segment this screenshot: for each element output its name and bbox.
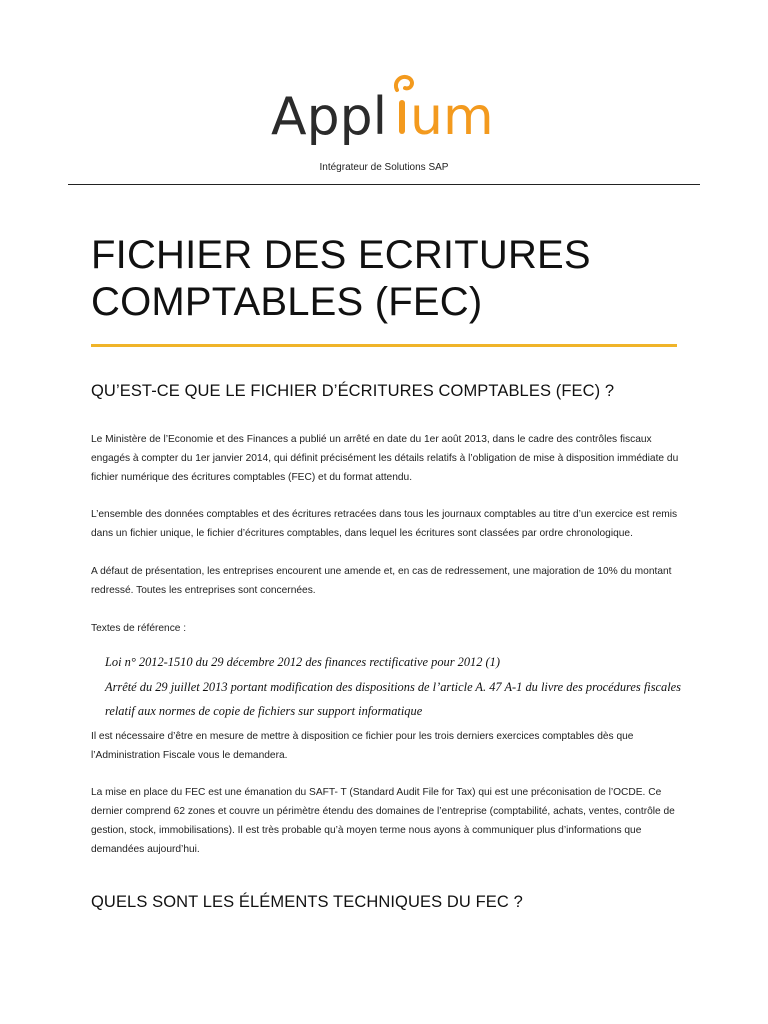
document-title-line-2: COMPTABLES (FEC) bbox=[91, 280, 483, 324]
logo-text-dark: Appl bbox=[271, 87, 388, 147]
reference-item: Loi n° 2012-1510 du 29 décembre 2012 des finances rectificative pour 2012 (1) bbox=[105, 655, 500, 670]
logo-text-orange: um bbox=[410, 87, 494, 147]
applium-logo bbox=[269, 70, 499, 154]
document-title-line-1: FICHIER DES ECRITURES bbox=[91, 233, 591, 277]
paragraph-3: A défaut de présentation, les entreprises encourent une amende et, en cas de redressement, une majoration de 10% du montant redressé. Toutes les entreprises sont concernées. bbox=[91, 565, 672, 596]
logo-i-stem bbox=[399, 100, 405, 134]
references-label: Textes de référence : bbox=[91, 622, 187, 634]
tagline: Intégrateur de Solutions SAP bbox=[319, 162, 449, 173]
header bbox=[0, 70, 768, 154]
reference-item: Arrêté du 29 juillet 2013 portant modification des dispositions de l’article A. 47 A-1 du livre des procédures fiscales relatif aux normes de copie de fichiers sur support informatique bbox=[105, 679, 681, 719]
paragraph-4: Il est nécessaire d’être en mesure de mettre à disposition ce fichier pour les trois derniers exercices comptables dès que l’Administration Fiscale vous le demandera. bbox=[91, 730, 634, 761]
paragraph-1: Le Ministère de l’Economie et des Finances a publié un arrêté en date du 1er août 2013, dans le cadre des contrôles fiscaux engagés à compter du 1er janvier 2014, qui définit précisément les détails relatifs à l’obligation de mise à disposition immédiate du fichier numérique des écritures comptables (FEC) et du format attendu. bbox=[91, 434, 679, 483]
paragraph-2: L’ensemble des données comptables et des écritures retracées dans tous les journaux comptables au titre d’un exercice est remis dans un fichier unique, le fichier d’écritures comptables, dans lequel les écritures sont classées par ordre chronologique. bbox=[91, 509, 678, 540]
document-body bbox=[91, 232, 681, 912]
references-list bbox=[91, 650, 681, 724]
paragraph-5: La mise en place du FEC est une émanation du SAFT- T (Standard Audit File for Tax) qui est une préconisation de l’OCDE. Ce dernier comprend 62 zones et couvre un périmètre étendu des domaines de l’entreprise (comptabilité, achats, ventes, contrôle de gestion, stock, immobilisations). Il est très probable qu’à moyen terme nous ayons à communiquer plus d’informations que demandées aujourd’hui. bbox=[91, 787, 675, 855]
title-divider bbox=[91, 344, 677, 347]
section-heading-what-is-fec: QU’EST-CE QUE LE FICHIER D’ÉCRITURES COMPTABLES (FEC) ? bbox=[91, 382, 615, 400]
document-title bbox=[91, 232, 681, 326]
header-divider bbox=[68, 184, 700, 185]
section-heading-technical-elements: QUELS SONT LES ÉLÉMENTS TECHNIQUES DU FEC ? bbox=[91, 892, 523, 911]
